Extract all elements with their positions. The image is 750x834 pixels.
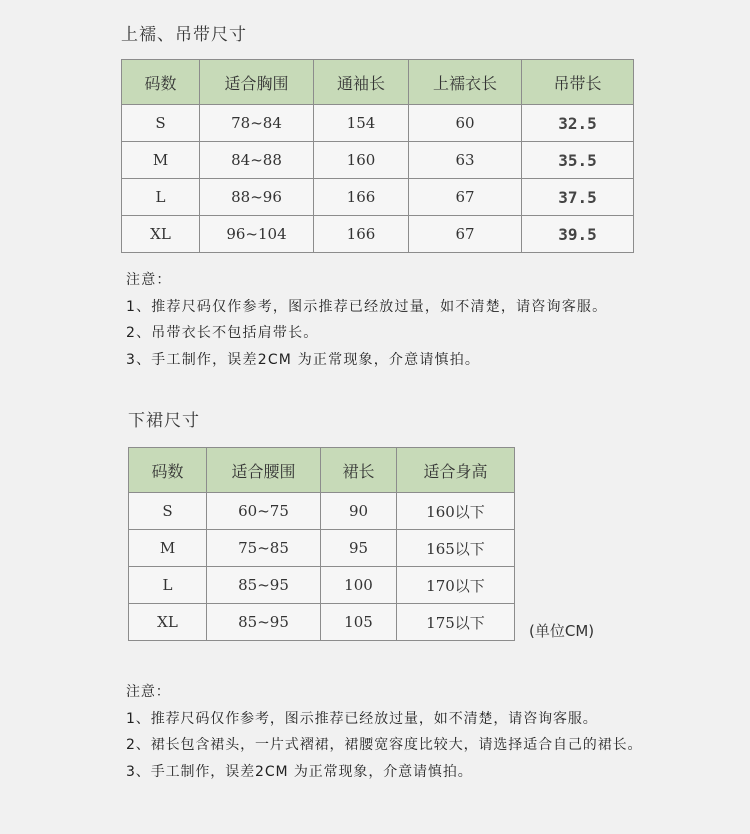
cell-skirt-length: 90 bbox=[321, 493, 397, 530]
header-strap-length: 吊带长 bbox=[522, 60, 634, 105]
cell-waist: 75~85 bbox=[207, 530, 321, 567]
header-height: 适合身高 bbox=[397, 448, 515, 493]
top-notes bbox=[126, 267, 607, 373]
header-skirt-length: 裙长 bbox=[321, 448, 397, 493]
table-row bbox=[122, 105, 634, 142]
cell-bust: 88~96 bbox=[200, 179, 314, 216]
cell-top-length: 63 bbox=[409, 142, 522, 179]
header-sleeve-length: 通袖长 bbox=[314, 60, 409, 105]
header-bust: 适合胸围 bbox=[200, 60, 314, 105]
cell-skirt-length: 95 bbox=[321, 530, 397, 567]
header-waist: 适合腰围 bbox=[207, 448, 321, 493]
cell-skirt-length: 100 bbox=[321, 567, 397, 604]
cell-waist: 60~75 bbox=[207, 493, 321, 530]
cell-top-length: 67 bbox=[409, 216, 522, 253]
cell-size: L bbox=[129, 567, 207, 604]
unit-note: (单位CM) bbox=[529, 622, 595, 640]
cell-size: M bbox=[122, 142, 200, 179]
cell-size: XL bbox=[129, 604, 207, 641]
bottom-size-table bbox=[128, 447, 515, 641]
cell-height: 160以下 bbox=[397, 493, 515, 530]
table-row bbox=[129, 604, 515, 641]
table-row bbox=[122, 179, 634, 216]
note-line: 2、裙长包含裙头，一片式褶裙，裙腰宽容度比较大，请选择适合自己的裙长。 bbox=[126, 737, 643, 753]
note-line: 2、吊带衣长不包括肩带长。 bbox=[126, 325, 319, 341]
cell-skirt-length: 105 bbox=[321, 604, 397, 641]
table-row bbox=[129, 530, 515, 567]
cell-strap: 39.5 bbox=[522, 216, 634, 253]
note-line: 3、手工制作，误差2CM 为正常现象，介意请慎拍。 bbox=[126, 763, 473, 780]
cell-waist: 85~95 bbox=[207, 604, 321, 641]
table-row bbox=[129, 567, 515, 604]
table-row bbox=[129, 493, 515, 530]
cell-size: M bbox=[129, 530, 207, 567]
notes-heading: 注意： bbox=[126, 684, 171, 700]
table-header-row bbox=[129, 448, 515, 493]
cell-sleeve: 154 bbox=[314, 105, 409, 142]
cell-size: L bbox=[122, 179, 200, 216]
cell-height: 170以下 bbox=[397, 567, 515, 604]
cell-bust: 84~88 bbox=[200, 142, 314, 179]
bottom-section-title: 下裙尺寸 bbox=[128, 411, 200, 431]
note-line: 3、手工制作，误差2CM 为正常现象，介意请慎拍。 bbox=[126, 351, 481, 368]
notes-heading: 注意： bbox=[126, 272, 172, 288]
cell-bust: 78~84 bbox=[200, 105, 314, 142]
cell-sleeve: 166 bbox=[314, 179, 409, 216]
cell-strap: 35.5 bbox=[522, 142, 634, 179]
cell-size: XL bbox=[122, 216, 200, 253]
note-line: 1、推荐尺码仅作参考，图示推荐已经放过量，如不清楚，请咨询客服。 bbox=[126, 298, 608, 315]
cell-sleeve: 160 bbox=[314, 142, 409, 179]
cell-strap: 37.5 bbox=[522, 179, 634, 216]
top-section-title: 上襦、吊带尺寸 bbox=[121, 25, 247, 45]
top-size-table bbox=[121, 59, 634, 253]
cell-size: S bbox=[129, 493, 207, 530]
header-size: 码数 bbox=[129, 448, 207, 493]
cell-size: S bbox=[122, 105, 200, 142]
header-size: 码数 bbox=[122, 60, 200, 105]
cell-sleeve: 166 bbox=[314, 216, 409, 253]
table-header-row bbox=[122, 60, 634, 105]
cell-waist: 85~95 bbox=[207, 567, 321, 604]
cell-bust: 96~104 bbox=[200, 216, 314, 253]
note-line: 1、推荐尺码仅作参考，图示推荐已经放过量，如不清楚，请咨询客服。 bbox=[126, 710, 598, 727]
cell-top-length: 67 bbox=[409, 179, 522, 216]
cell-top-length: 60 bbox=[409, 105, 522, 142]
table-row bbox=[122, 216, 634, 253]
header-top-length: 上襦衣长 bbox=[409, 60, 522, 105]
cell-height: 175以下 bbox=[397, 604, 515, 641]
cell-height: 165以下 bbox=[397, 530, 515, 567]
table-row bbox=[122, 142, 634, 179]
cell-strap: 32.5 bbox=[522, 105, 634, 142]
bottom-notes bbox=[126, 679, 642, 785]
